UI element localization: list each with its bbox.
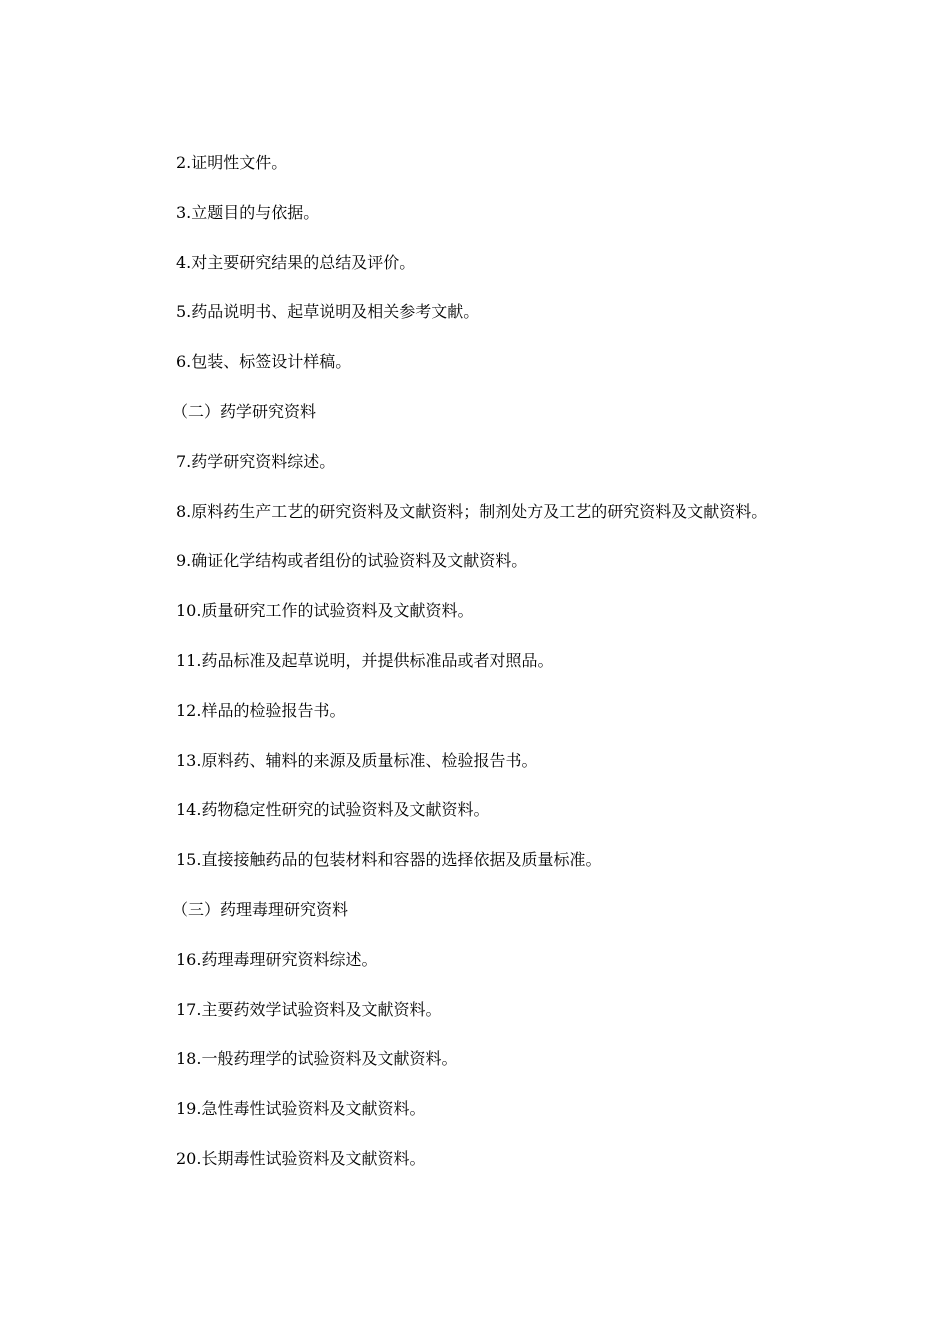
list-item: 7.药学研究资料综述。 xyxy=(176,451,336,471)
list-item: 15.直接接触药品的包装材料和容器的选择依据及质量标准。 xyxy=(176,850,602,870)
list-item: 4.对主要研究结果的总结及评价。 xyxy=(176,252,416,272)
list-item: 17.主要药效学试验资料及文献资料。 xyxy=(176,999,442,1019)
list-item: 14.药物稳定性研究的试验资料及文献资料。 xyxy=(176,800,490,820)
list-item: 8.原料药生产工艺的研究资料及文献资料；制剂处方及工艺的研究资料及文献资料。 xyxy=(176,501,768,521)
section-heading: （二）药学研究资料 xyxy=(172,401,317,421)
section-heading: （三）药理毒理研究资料 xyxy=(172,899,349,919)
list-item: 9.确证化学结构或者组份的试验资料及文献资料。 xyxy=(176,551,528,571)
list-item: 20.长期毒性试验资料及文献资料。 xyxy=(176,1148,426,1168)
list-item: 10.质量研究工作的试验资料及文献资料。 xyxy=(176,601,474,621)
list-item: 16.药理毒理研究资料综述。 xyxy=(176,949,378,969)
list-item: 13.原料药、辅料的来源及质量标准、检验报告书。 xyxy=(176,750,538,770)
list-item: 19.急性毒性试验资料及文献资料。 xyxy=(176,1099,426,1119)
list-item: 2.证明性文件。 xyxy=(176,153,288,172)
list-item: 3.立题目的与依据。 xyxy=(176,202,320,222)
document-body xyxy=(172,152,916,1198)
list-item: 6.包装、标签设计样稿。 xyxy=(176,352,352,372)
list-item: 11.药品标准及起草说明，并提供标准品或者对照品。 xyxy=(176,650,554,670)
list-item: 5.药品说明书、起草说明及相关参考文献。 xyxy=(176,302,480,322)
list-item: 12.样品的检验报告书。 xyxy=(176,700,346,720)
list-item: 18.一般药理学的试验资料及文献资料。 xyxy=(176,1049,458,1069)
